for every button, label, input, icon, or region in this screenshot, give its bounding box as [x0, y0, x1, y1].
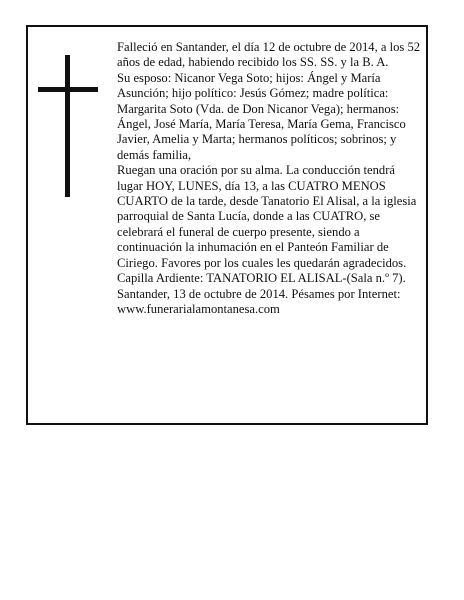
date-and-condolences: Santander, 13 de octubre de 2014. Pésames por Internet: www.funerarialamontanesa.com	[117, 286, 401, 316]
cross-icon	[38, 55, 98, 197]
funeral-details: Ruegan una oración por su alma. La conducción tendrá lugar HOY, LUNES, día 13, a las CUATRO MENOS CUARTO de la tarde, desde Tanatorio El Alisal, a la iglesia parroquial de Santa Lucía, donde a las CUATRO, se celebrará el funeral de cuerpo presente, siendo a continuación la inhumación en el Panteón Familiar de Ciriego. Favores por los cuales les quedarán agradecidos. Capilla Ardiente: TANATORIO EL ALISAL-(Sala n.º 7).	[117, 163, 417, 286]
cross-vertical-bar	[65, 55, 70, 197]
death-announcement: Falleció en Santander, el día 12 de octubre de 2014, a los 52 años de edad, habiendo recibido los SS. SS. y la B. A.	[117, 40, 421, 70]
obituary-notice	[26, 25, 428, 425]
family-list: Su esposo: Nicanor Vega Soto; hijos: Ángel y María Asunción; hijo político: Jesús Gómez; madre política: Margarita Soto (Vda. de Don Nicanor Vega); hermanos: Ángel, José María, María Teresa, María Gema, Francisco Javier, Amelia y Marta; hermanos políticos; sobrinos; y demás familia,	[117, 70, 406, 162]
notice-text	[117, 40, 421, 317]
cross-horizontal-bar	[38, 87, 98, 92]
